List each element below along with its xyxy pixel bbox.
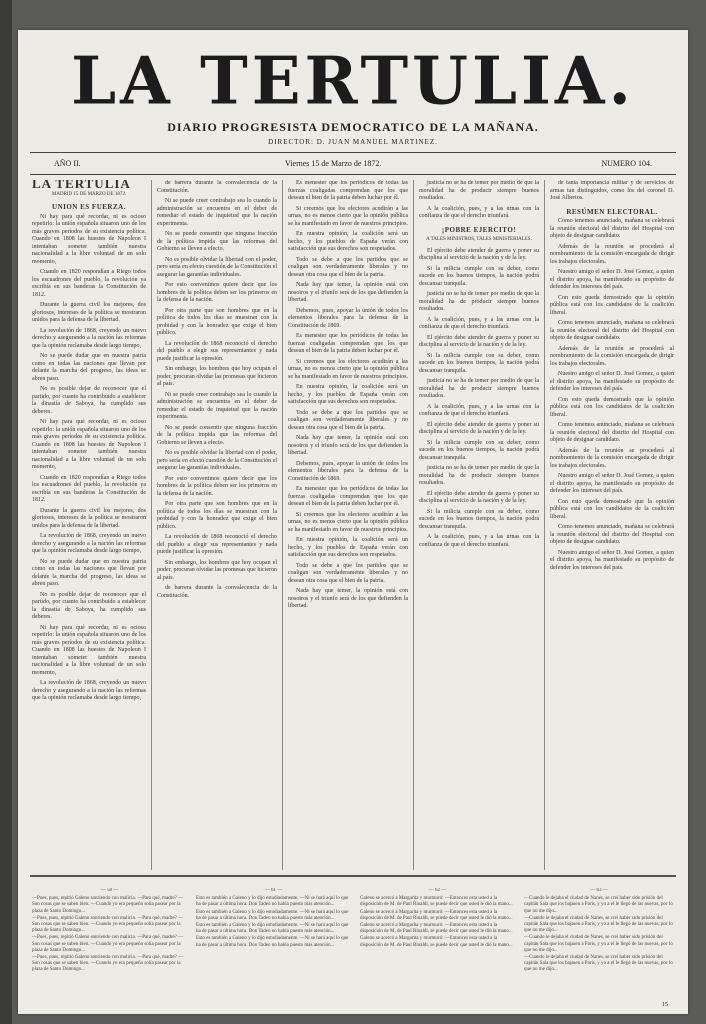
paragraph: Todo se debe a que los partidos que se coaligan son verdaderamente liberales y no desean otra cosa que el bien de la patria. bbox=[288, 409, 408, 431]
paragraph: justicia no se ha de temer por medio de que la moralidad ha de producir siempre buenos resultados. bbox=[419, 180, 539, 201]
paragraph: Ni se puede creer contrabajo sea lo cuando la administración se encuentra en el deber de remediar el estado de inquietud que la nación experimenta. bbox=[157, 391, 277, 420]
folletin-page-number: — 58 — bbox=[100, 888, 119, 893]
paragraph: Además de la reunión se procederá al nombramiento de la comisión encargada de dirigir los trabajos electorales. bbox=[550, 243, 674, 265]
paragraph: No se puede consentir que ninguna fracción de la política impida que las reformas del Gobierno se lleven a efecto. bbox=[157, 424, 277, 446]
paragraph: El ejército debe atender de guerra y poner su disciplina al servicio de la nación y de la ley. bbox=[419, 421, 539, 435]
paragraph: de tanta importancia militar y de servicios de armas tan distinguidos, como los del coronel D. José Albertos. bbox=[550, 180, 674, 201]
paragraph: Todo se debe a que los partidos que se coaligan son verdaderamente liberales y no desean otra cosa que el bien de la patria. bbox=[288, 256, 408, 278]
folletin-text: Esto es también a Galeno y lo dijo estudiadamente. —Ni se hará aquí lo que ha de pasar a última hora. Don Tadeo no había puesto más atención... bbox=[196, 909, 349, 921]
paragraph: Sin embargo, los hombres que hoy ocupan el poder, procuran olvidar las promesas que hicieron al país. bbox=[157, 559, 277, 581]
paragraph: La revolución de 1868, creyendo un nuevo derecho y asegurando a la nación las reformas que la opinión reclamaba desde largo tiempo, bbox=[32, 533, 146, 554]
paragraph: Nuestro amigo el señor D. José Gomez, a quien el distrito apoya, ha manifestado su propósito de defender los intereses del país. bbox=[550, 549, 674, 571]
folletin-column-2 bbox=[196, 888, 351, 1006]
paragraph: Si creemos que los electores acudirán a las urnas, no es menos cierto que la opinión pública se ha manifestado en favor de nuestros principios. bbox=[288, 358, 408, 380]
paragraph: La revolución de 1868 reconoció el derecho del pueblo a elegir sus representantes y nada puede justificar la opresión. bbox=[157, 534, 277, 555]
paragraph: Como tenemos anunciado, mañana se celebrará la reunión electoral del distrito del Hospital con objeto de designar candidato. bbox=[550, 422, 674, 443]
folletin-text: —Pues, pues, repitió Galeno sonriendo con malicia. —Para qué, madre? —Son cosas que se saben bien. —Cuando yo era pequeño solía pasear por la plaza de Santo Domingo... bbox=[32, 935, 184, 953]
paragraph: No se puede consentir que ninguna fracción de la política impida que las reformas del Gobierno se lleven a efecto. bbox=[157, 231, 277, 252]
paragraph: Sin embargo, los hombres que hoy ocupan el poder, procuran olvidar las promesas que hicieron al país. bbox=[157, 366, 277, 387]
paragraph: Si la milicia cumple con su deber, como sucede en los buenos tiempos, la nación podrá descansar tranquila. bbox=[419, 352, 539, 374]
folletin-column-4 bbox=[524, 888, 674, 1006]
paragraph: Nada hay que temer, la opinión está con nosotros y el triunfo será de los que defienden la libertad. bbox=[288, 435, 408, 456]
paragraph: El ejército debe atender de guerra y poner su disciplina al servicio de la nación y de la ley. bbox=[419, 490, 539, 504]
paragraph: Por otra parte que son hombres que en la política de todos los días se muestran con la probidad y con la honradez que exige el bien público. bbox=[157, 501, 277, 530]
paragraph: Nuestro amigo el señor D. José Gomez, a quien el distrito apoya, ha manifestado su propósito de defender los intereses del país. bbox=[550, 269, 674, 290]
article-title: RESÚMEN ELECTORAL. bbox=[566, 207, 658, 216]
folletin-column-3 bbox=[360, 888, 515, 1006]
paragraph: Si creemos que los electores acudirán a las urnas, no es menos cierto que la opinión pública se ha manifestado en favor de nuestros principios. bbox=[288, 205, 408, 227]
folletin-text: —Cuando le dejaba el ciudad de Nanes, se creí haber sido prisión del capitán Sala que los bajasen a Paris, y yo a el le llegó de las nuevas, por lo que no me dijo... bbox=[524, 935, 673, 953]
paragraph: Es menester que los periódicos de todas las fuerzas coaligadas comprendan que los que desean el bien de la patria deben luchar por él. bbox=[288, 486, 408, 507]
year-label: AÑO II. bbox=[54, 159, 81, 168]
paragraph: Como tenemos anunciado, mañana se celebrará la reunión electoral del distrito del Hospital con objeto de designar candidato. bbox=[550, 524, 674, 545]
newspaper-page bbox=[18, 30, 688, 1014]
paragraph: Nuestro amigo el señor D. José Gomez, a quien el distrito apoya, ha manifestado su propósito de defender los intereses del país. bbox=[550, 371, 674, 392]
paragraph: Como tenemos anunciado, mañana se celebrará la reunión electoral del distrito del Hospital con objeto de designar candidato. bbox=[550, 218, 674, 239]
folletin-text: —Pues, pues, repitió Galeno sonriendo con malicia. —Para qué, madre? —Son cosas que se saben bien. —Cuando yo era pequeño solía pasear por la plaza de Santo Domingo... bbox=[32, 915, 184, 934]
paragraph: Durante la guerra civil los mejores, dos gloriosos, intereses de la política se mostraron unidos para la defensa de la libertad. bbox=[32, 302, 146, 323]
paragraph: Ni se puede creer contrabajo sea lo cuando la administración se encuentra en el deber de remediar el estado de inquietud que la nación experimenta. bbox=[157, 198, 277, 227]
column-5 bbox=[550, 180, 674, 870]
article-title: ¡POBRE EJERCITO! bbox=[441, 225, 517, 234]
masthead bbox=[18, 43, 688, 146]
dateline-rule bbox=[30, 174, 676, 175]
paragraph: No es posible olvidar la libertad con el poder, pero sería en efecto cuestión de la Constitución el asegurar las garantías individuales. bbox=[157, 256, 277, 278]
paragraph: Si creemos que los electores acudirán a las urnas, no es menos cierto que la opinión pública se ha manifestado en favor de nuestros principios. bbox=[288, 511, 408, 533]
paragraph: Ni hay para qué recordar, ni es ocioso repetirlo: la unión española situaron uno de los más graves períodos de su existencia política. Cuando en 1808 las huestes de Napoleon I intentaban someter también nuestra nacionalidad a la libre voluntad de un solo momento, bbox=[32, 213, 146, 265]
newspaper-subtitle: DIARIO PROGRESISTA DEMOCRATICO DE LA MAÑANA. bbox=[167, 120, 539, 134]
paragraph: No es posible olvidar la libertad con el poder, pero sería en efecto cuestión de la Constitución el asegurar las garantías individuales. bbox=[157, 450, 277, 471]
folletin-text: Galeno se acercó a Margarita y murmuró: —Entonces esta usted a la disposición de M. de Paul Rinaldi, se puede decir que usted le dió la mano... bbox=[360, 936, 513, 948]
paragraph: En nuestra opinión, la coalición será un hecho, y los pueblos de España verán con satisfacción que sus derechos son respetados. bbox=[288, 384, 408, 405]
column-divider bbox=[413, 180, 414, 870]
folletin-text: —Pues, pues, repitió Galeno sonriendo con malicia. —Para qué, madre? —Son cosas que se saben bien. —Cuando yo era pequeño solía pasear por la plaza de Santo Domingo... bbox=[32, 955, 184, 973]
column-divider bbox=[282, 180, 283, 870]
folletin-text: Galeno se acercó a Margarita y murmuró: —Entonces esta usted a la disposición de M. de Paul Rinaldi, se puede decir que usted le dió la mano... bbox=[360, 909, 513, 921]
folletin-text: —Pues, pues, repitió Galeno sonriendo con malicia. —Para qué, madre? —Son cosas que se saben bien. —Cuando yo era pequeño solía pasear por la plaza de Santo Domingo... bbox=[32, 896, 184, 914]
paragraph: Además de la reunión se procederá al nombramiento de la comisión encargada de dirigir los trabajos electorales. bbox=[550, 447, 674, 469]
paragraph: No se puede dudar que en nuestra patria como en todas las naciones que llevan por delante la marcha del progreso, las ideas se abren paso. bbox=[32, 558, 146, 587]
column-divider bbox=[544, 180, 545, 870]
paragraph: A la coalición, pues, y a las urnas con la confianza de que el derecho triunfará. bbox=[419, 316, 539, 330]
paragraph: En nuestra opinión, la coalición será un hecho, y los pueblos de España verán con satisfacción que sus derechos son respetados. bbox=[288, 537, 408, 558]
paragraph: La revolución de 1868 reconoció el derecho del pueblo a elegir sus representantes y nada puede justificar la opresión. bbox=[157, 340, 277, 362]
paragraph: Como tenemos anunciado, mañana se celebrará la reunión electoral del distrito del Hospital con objeto de designar candidato. bbox=[550, 320, 674, 341]
paragraph: A la coalición, pues, y a las urnas con la confianza de que el derecho triunfará. bbox=[419, 534, 539, 548]
folletin-column-1 bbox=[32, 888, 187, 1006]
paragraph: No es posible dejar de reconocer que el partido, por cuanto ha contribuido a establecer la dinastía de Saboya, ha cumplido sus deberes. bbox=[32, 386, 146, 415]
paragraph: Durante la guerra civil los mejores, dos gloriosos, intereses de la política se mostraron unidos para la defensa de la libertad. bbox=[32, 507, 146, 529]
paragraph: Nuestro amigo el señor D. José Gomez, a quien el distrito apoya, ha manifestado su propósito de defender los intereses del país. bbox=[550, 473, 674, 494]
article-subtitle: A TALES MINISTROS, TALES MINISTERIALES. bbox=[426, 237, 532, 242]
column-2 bbox=[157, 180, 277, 870]
paragraph: Nada hay que temer, la opinión está con nosotros y el triunfo será de los que defienden la libertad. bbox=[288, 588, 408, 609]
paragraph: A la coalición, pues, y a las urnas con la confianza de que el derecho triunfará. bbox=[419, 403, 539, 417]
issue-date: Viernes 15 de Marzo de 1872. bbox=[285, 159, 382, 168]
paragraph: No es posible dejar de reconocer que el partido, por cuanto ha contribuido a establecer la dinastía de Saboya, ha cumplido sus deberes. bbox=[32, 591, 146, 620]
column-divider bbox=[151, 180, 152, 870]
column-heading: LA TERTULIA bbox=[32, 180, 131, 191]
paragraph: Si la milicia cumple con su deber, como sucede en los buenos tiempos, la nación podrá descansar tranquila. bbox=[419, 265, 539, 287]
paragraph: Es menester que los periódicos de todas las fuerzas coaligadas comprendan que los que desean el bien de la patria deben luchar por él. bbox=[288, 180, 408, 201]
folletin-text: Galeno se acercó a Margarita y murmuró: —Entonces esta usted a la disposición de M. de Paul Rinaldi, se puede decir que usted le dió la mano... bbox=[360, 923, 513, 935]
top-rule bbox=[30, 152, 676, 153]
paragraph: de barrera durante la convalecencia de la Constitución. bbox=[157, 585, 277, 599]
paragraph: A la coalición, pues, y a las urnas con la confianza de que el derecho triunfará. bbox=[419, 205, 539, 219]
paragraph: justicia no se ha de temer por medio de que la moralidad ha de producir siempre buenos resultados. bbox=[419, 378, 539, 399]
folletin-text: Galeno se acercó a Margarita y murmuró: —Entonces esta usted a la disposición de M. de Paul Rinaldi, se puede decir que usted le dió la mano... bbox=[360, 896, 513, 908]
paragraph: Es menester que los periódicos de todas las fuerzas coaligadas comprendan que los que desean el bien de la patria deben luchar por él. bbox=[288, 333, 408, 354]
paragraph: Debemos, pues, apoyar la unión de todos los elementos liberales para la defensa de la Constitución de 1869. bbox=[288, 460, 408, 482]
column-1 bbox=[32, 180, 146, 870]
issue-number: NUMERO 104. bbox=[601, 159, 652, 168]
folletin-text: —Cuando le dejaba el ciudad de Nanes, se creí haber sido prisión del capitán Sala que los bajasen a Paris, y yo a el le llegó de las nuevas, por lo que no me dijo... bbox=[524, 955, 673, 973]
paragraph: Todo se debe a que los partidos que se coaligan son verdaderamente liberales y no desean otra cosa que el bien de la patria. bbox=[288, 562, 408, 584]
paragraph: de barrera durante la convalecencia de la Constitución. bbox=[157, 180, 277, 194]
folletin-page-number: — 62 — bbox=[428, 888, 447, 893]
paragraph: En nuestra opinión, la coalición será un hecho, y los pueblos de España verán con satisfacción que sus derechos son respetados. bbox=[288, 231, 408, 252]
paragraph: Cuando en 1820 respondían a Riego todos los escuadrones del pueblo, la revolución ya escribía en sus banderas la Constitución de 1812. bbox=[32, 269, 146, 298]
paragraph: Ni hay para qué recordar, ni es ocioso repetirlo: la unión española situaron uno de los más graves períodos de su existencia política. Cuando en 1808 las huestes de Napoleon I intentaban someter también nuestra nacionalidad a la libre voluntad de un solo momento, bbox=[32, 419, 146, 470]
paragraph: Si la milicia cumple con su deber, como sucede en los buenos tiempos, la nación podrá descansar tranquila. bbox=[419, 439, 539, 461]
folletin-page-number: — 63 — bbox=[590, 888, 608, 893]
paragraph: Por otra parte que son hombres que en la política de todos los días se muestran con la probidad y con la honradez que exige el bien público. bbox=[157, 307, 277, 336]
dateline bbox=[30, 156, 676, 172]
paragraph: Con esto queda demostrado que la opinión pública está con los candidatos de la coalición liberal. bbox=[550, 498, 674, 520]
page-number: 15 bbox=[662, 1002, 668, 1008]
paragraph: Nada hay que temer, la opinión está con nosotros y el triunfo será de los que defienden la libertad. bbox=[288, 282, 408, 303]
paragraph: justicia no se ha de temer por medio de que la moralidad ha de producir siempre buenos resultados. bbox=[419, 291, 539, 312]
folletin-rule bbox=[30, 875, 676, 877]
paragraph: Debemos, pues, apoyar la unión de todos los elementos liberales para la defensa de la Constitución de 1869. bbox=[288, 307, 408, 329]
paragraph: Por esto convenimos quiere decir que los hombres de la política deben ser los primeros en la defensa de la nación. bbox=[157, 282, 277, 303]
paragraph: Cuando en 1820 respondían a Riego todos los escuadrones del pueblo, la revolución ya escribía en sus banderas la Constitución de 1812. bbox=[32, 474, 146, 503]
paragraph: Ni hay para qué recordar, ni es ocioso repetirlo: la unión española situaron uno de los más graves períodos de su existencia política. Cuando en 1808 las huestes de Napoleon I intentaban someter también nuestra nacionalidad a la libre voluntad de un solo momento, bbox=[32, 624, 146, 676]
place-date: MADRID 15 DE MARZO DE 1872. bbox=[51, 191, 127, 197]
paragraph: Por esto convenimos quiere decir que los hombres de la política deben ser los primeros en la defensa de la nación. bbox=[157, 475, 277, 497]
folletin-text: Esto es también a Galeno y lo dijo estudiadamente. —Ni se hará aquí lo que ha de pasar a última hora. Don Tadeo no había puesto más atención... bbox=[196, 936, 349, 948]
paragraph: Si la milicia cumple con su deber, como sucede en los buenos tiempos, la nación podrá descansar tranquila. bbox=[419, 508, 539, 530]
newspaper-title: LA TERTULIA. bbox=[71, 43, 635, 120]
folletin-page-number: — 61 — bbox=[264, 888, 283, 893]
director-line: DIRECTOR: D. JUAN MANUEL MARTINEZ. bbox=[268, 138, 438, 146]
folletin-text: Esto es también a Galeno y lo dijo estudiadamente. —Ni se hará aquí lo que ha de pasar a última hora. Don Tadeo no había puesto más atención... bbox=[196, 896, 349, 908]
paragraph: El ejército debe atender de guerra y poner su disciplina al servicio de la nación y de la ley. bbox=[419, 247, 539, 261]
paragraph: Con esto queda demostrado que la opinión pública está con los candidatos de la coalición liberal. bbox=[550, 396, 674, 418]
book-spine bbox=[0, 0, 12, 1024]
column-4 bbox=[419, 180, 539, 870]
folletin-text: —Cuando le dejaba el ciudad de Nanes, se creí haber sido prisión del capitán Sala que los bajasen a Paris, y yo a el le llegó de las nuevas, por lo que no me dijo... bbox=[524, 915, 673, 934]
paragraph: La revolución de 1868, creyendo un nuevo derecho y asegurando a la nación las reformas que la opinión reclamaba desde largo tiempo, bbox=[32, 680, 146, 701]
folletin-text: Esto es también a Galeno y lo dijo estudiadamente. —Ni se hará aquí lo que ha de pasar a última hora. Don Tadeo no había puesto más atención... bbox=[196, 923, 349, 935]
paragraph: Con esto queda demostrado que la opinión pública está con los candidatos de la coalición liberal. bbox=[550, 294, 674, 316]
article-title: UNION ES FUERZA. bbox=[52, 203, 126, 211]
paragraph: Además de la reunión se procederá al nombramiento de la comisión encargada de dirigir los trabajos electorales. bbox=[550, 345, 674, 367]
paragraph: La revolución de 1868, creyendo un nuevo derecho y asegurando a la nación las reformas que la opinión reclamaba desde largo tiempo, bbox=[32, 327, 146, 349]
paragraph: El ejército debe atender de guerra y poner su disciplina al servicio de la nación y de la ley. bbox=[419, 334, 539, 348]
paragraph: No se puede dudar que en nuestra patria como en todas las naciones que llevan por delante la marcha del progreso, las ideas se abren paso. bbox=[32, 353, 146, 382]
paragraph: justicia no se ha de temer por medio de que la moralidad ha de producir siempre buenos resultados. bbox=[419, 465, 539, 486]
column-3 bbox=[288, 180, 408, 870]
folletin-text: —Cuando le dejaba el ciudad de Nanes, se creí haber sido prisión del capitán Sala que los bajasen a Paris, y yo a el le llegó de las nuevas, por lo que no me dijo... bbox=[524, 896, 673, 914]
